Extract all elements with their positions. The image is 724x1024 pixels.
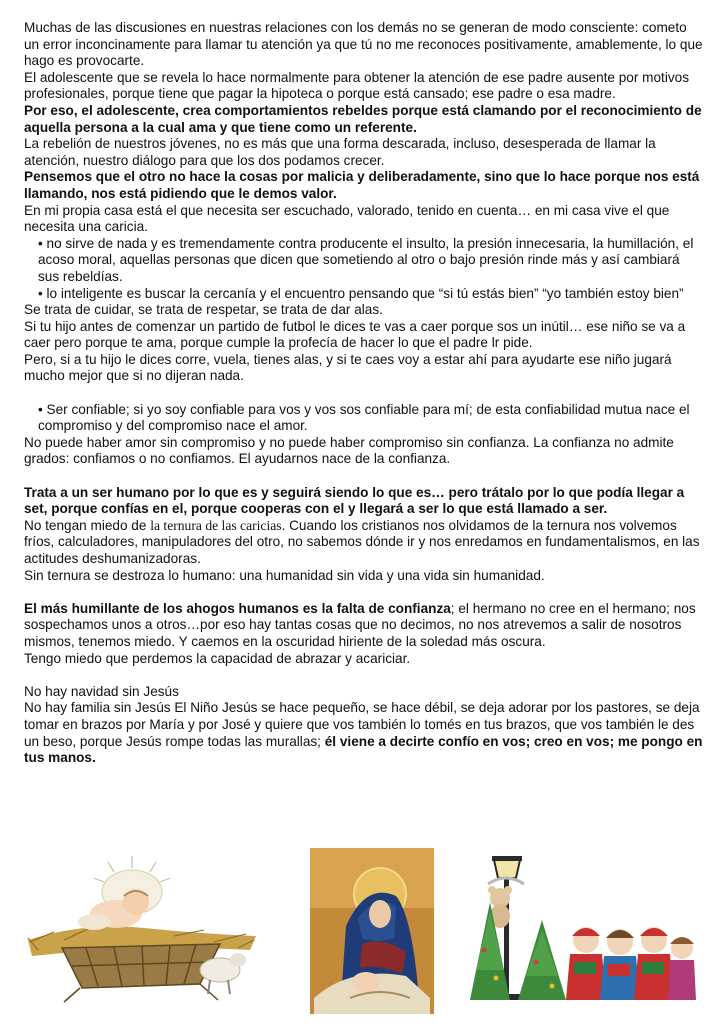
paragraph: Muchas de las discusiones en nuestras relaciones con los demás no se generan de modo consciente: cometo un error inconcinamente para llamar tu atención ya que tú no me reconoces positivamente, amablemente, lo que hago es provocarte. (24, 20, 703, 69)
blank-line (24, 667, 704, 684)
document-body (24, 20, 704, 767)
blank-line (24, 584, 704, 601)
paragraph: Tengo miedo que perdemos la capacidad de abrazar y acariciar. (24, 650, 411, 666)
paragraph: Sin ternura se destroza lo humano: una humanidad sin vida y una vida sin humanidad. (24, 567, 545, 583)
christmas-carolers-image (464, 850, 696, 1012)
paragraph: En mi propia casa está el que necesita ser escuchado, valorado, tenido en cuenta… en mi casa vive el que necesita una caricia. (24, 202, 670, 235)
text-run: . Cuando los cristianos nos olvidamos de la ternura nos volvemos fríos, calculadores, manipuladores del otro, no sabemos dónde ir y nos enredamos en fundamentalismos, en las actitudes deshumanizadoras. (24, 517, 700, 566)
paragraph: Pero, si a tu hijo le dices corre, vuela, tienes alas, y si te caes voy a estar ahí para ayudarte ese niño jugará mucho mejor que si no dijeran nada. (24, 351, 672, 384)
paragraph: Si tu hijo antes de comenzar un partido de futbol le dices te vas a caer porque sos un inútil… ese niño se va a caer pero porque te ama, porque cumple la profecía de hacer lo que el padre lr pide. (24, 318, 686, 351)
paragraph: El adolescente que se revela lo hace normalmente para obtener la atención de ese padre ausente por motivos profesionales, porque tiene que pagar la hipoteca o porque está cansado; ese padre o esa madre. (24, 69, 690, 102)
illustrations-row (0, 844, 724, 1024)
paragraph: No puede haber amor sin compromiso y no puede haber compromiso sin confianza. La confianza no admite grados: confiamos o no confiamos. El ayudarnos nace de la confianza. (24, 434, 674, 467)
paragraph: No hay navidad sin Jesús (24, 683, 179, 699)
mary-and-child-image (310, 848, 434, 1014)
christmas-tree-icon (518, 920, 566, 1000)
text-run: No hay familia sin Jesús El Niño Jesús se hace pequeño, se hace débil, se deja adorar por los pastores, se deja tomar en brazos por María y por José y quiere que vos también lo tomés en tus brazos, que vos también le des un beso, porque Jesús rompe todas las murallas; (24, 700, 700, 749)
manger-baby-image (24, 852, 260, 1008)
serif-phrase: la ternura de las caricias (150, 517, 282, 533)
bold-paragraph: Pensemos que el otro no hace la cosas por malicia y deliberadamente, sino que lo hace porque nos está llamando, nos está pidiendo que le demos valor. (24, 169, 700, 201)
bold-paragraph: Trata a un ser humano por lo que es y seguirá siendo lo que es… pero trátalo por lo que podía llegar a set, porque confías en el, porque cooperas con el y llegará a ser lo que está llamado a ser. (24, 484, 685, 517)
paragraph: Se trata de cuidar, se trata de respetar, se trata de dar alas. (24, 302, 383, 318)
paragraph (24, 518, 704, 568)
bold-paragraph: Por eso, el adolescente, crea comportamientos rebeldes porque está clamando por el reconocimiento de aquella persona a la cual ama y que tiene como un referente. (24, 102, 702, 135)
bullet-item: • lo inteligente es buscar la cercanía y el encuentro pensando que “si tú estás bien” “yo también estoy bien” (38, 285, 684, 301)
blank-line (24, 468, 704, 485)
blank-line (24, 385, 704, 402)
carolers-icon (566, 927, 696, 1000)
text-run: ; el hermano no cree en el hermano; nos sospechamos unos a otros…por eso hay tantas cosas que no decimos, no nos atrevemos a salir de nosotros mismos, tenemos miedo. Y caemos en la oscuridad hiriente de la soledad más oscura. (24, 600, 696, 649)
bullet-item: • Ser confiable; si yo soy confiable para vos y vos sos confiable para mí; de esta confiabilidad mutua nace el compromiso y del compromiso nace el amor. (38, 401, 690, 434)
bullet-item: • no sirve de nada y es tremendamente contra producente el insulto, la presión innecesaria, la humillación, el acoso moral, aquellas personas que dicen que sometiendo al otro o bajo presión rinde más y así cambiará sus rebeldías. (38, 235, 694, 284)
text-run: No tengan miedo de (24, 517, 151, 533)
paragraph (24, 700, 704, 766)
paragraph (24, 601, 704, 651)
paragraph: La rebelión de nuestros jóvenes, no es más que una forma descarada, incluso, desesperada de llamar la atención, nuestro diálogo para que los dos podamos crecer. (24, 136, 656, 168)
bold-phrase: él viene a decirte confío en vos; creo en vos; me pongo en tus manos. (24, 733, 703, 766)
bold-phrase: El más humillante de los ahogos humanos es la falta de confianza (24, 600, 451, 616)
manger-icon (62, 944, 220, 1002)
